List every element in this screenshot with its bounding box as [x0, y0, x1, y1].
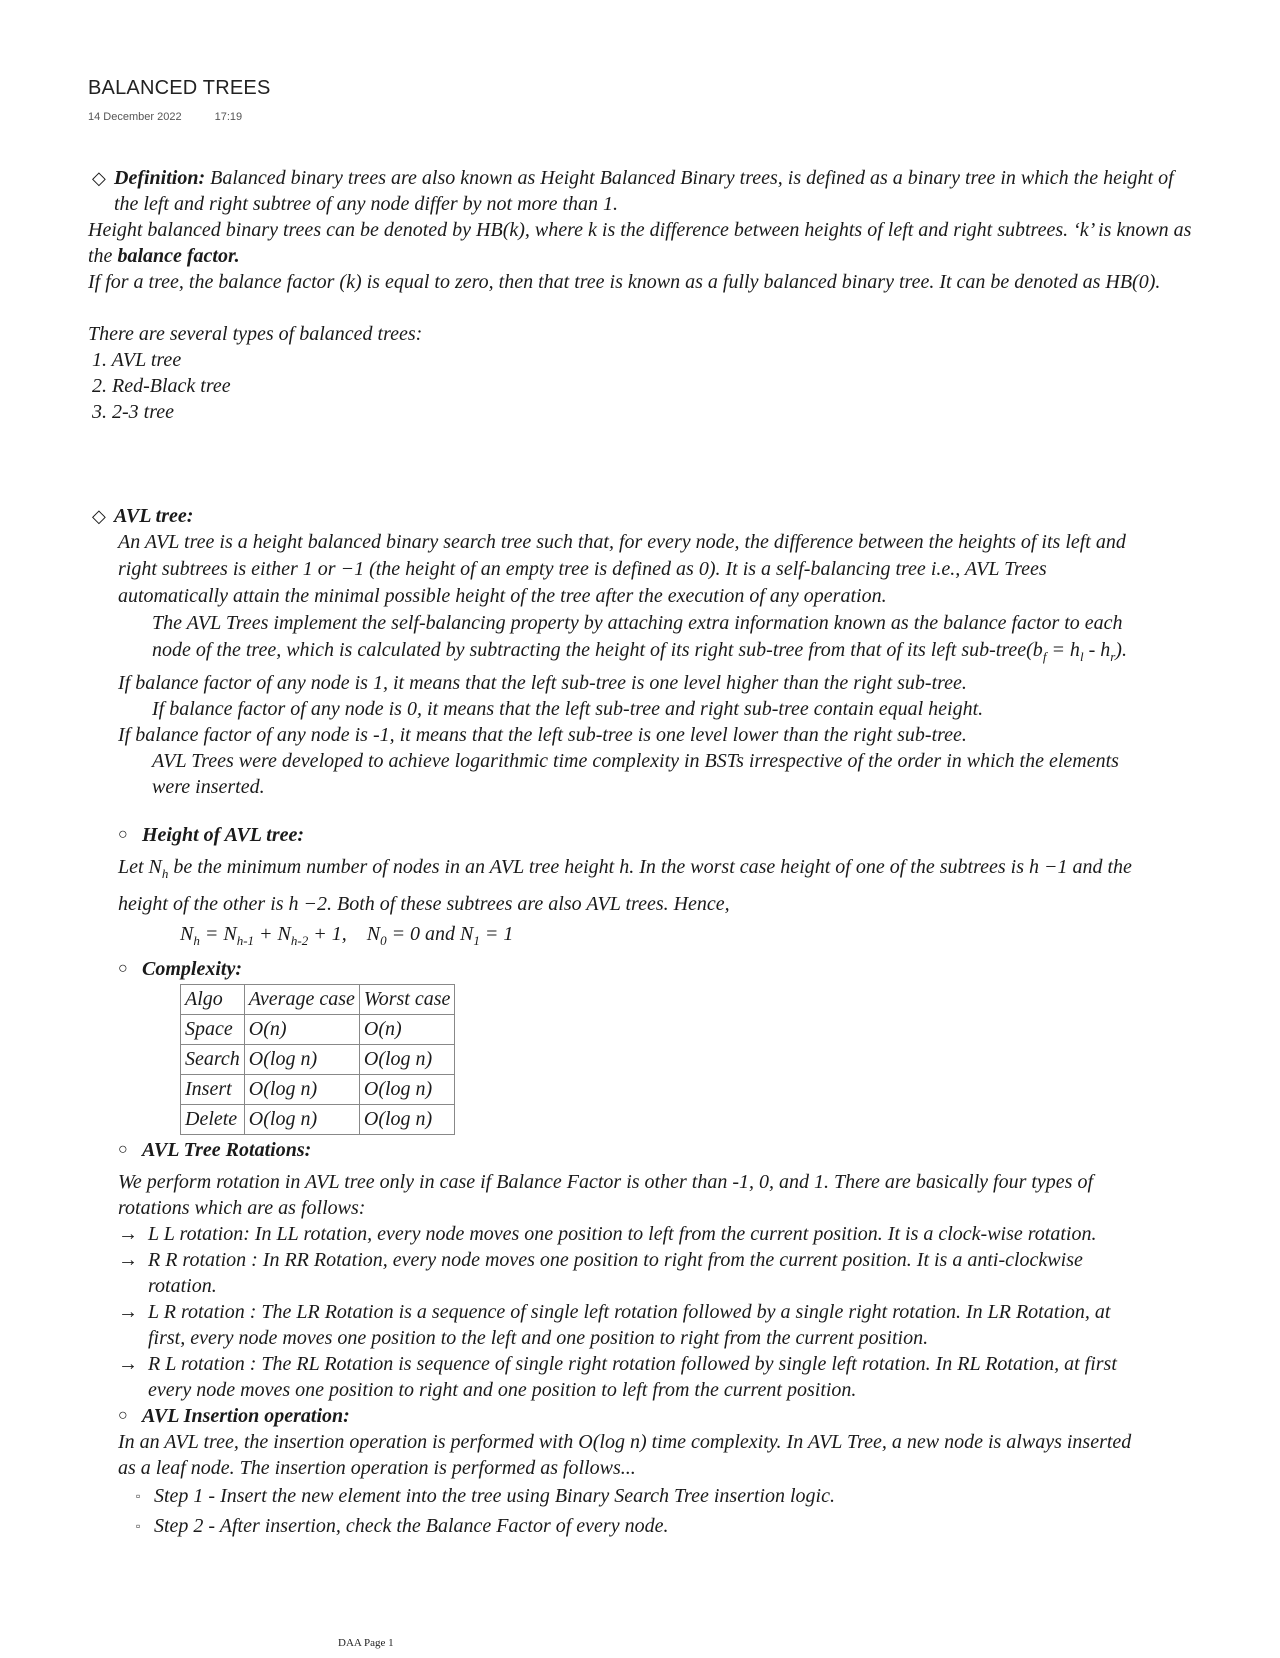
list-item: 3. 2-3 tree [92, 401, 175, 423]
complexity-label: Complexity: [142, 958, 242, 980]
arrow-right-icon: → [118, 1249, 138, 1271]
table-cell: O(log n) [244, 1105, 359, 1135]
circle-bullet-icon: ○ [118, 960, 128, 977]
table-cell: Algo [181, 985, 245, 1015]
types-list [92, 347, 1268, 425]
avl-text: If balance factor of any node is 1, it means that the left sub-tree is one level higher than the right sub-tree. [118, 672, 967, 694]
table-cell: Average case [244, 985, 359, 1015]
avl-text: AVL Trees were developed to achieve logarithmic time complexity in BSTs irrespective of the order in which the elements [152, 750, 1119, 772]
avl-bullet [88, 503, 1268, 529]
height-bullet [118, 822, 1268, 848]
balance-factor-term: balance factor. [117, 245, 240, 267]
page-meta [88, 111, 272, 123]
definition-text-1: Balanced binary trees are also known as Height Balanced Binary trees, is defined as a binary tree in which the height of [210, 167, 1174, 189]
avl-text: An AVL tree is a height balanced binary search tree such that, for every node, the difference between the heights of its left and [118, 531, 1126, 553]
table-cell: O(log n) [359, 1105, 454, 1135]
table-cell: O(log n) [244, 1045, 359, 1075]
rotation-rl: → R L rotation : The RL Rotation is sequence of single right rotation followed by single left rotation. In RL Rotation, at first every node moves one position to right and one position to left from the current position. [118, 1353, 1117, 1401]
insertion-label: AVL Insertion operation: [142, 1405, 350, 1427]
height-text: height of the other is h −2. Both of these subtrees are also AVL trees. Hence, [118, 893, 730, 915]
arrow-right-icon: → [118, 1223, 138, 1245]
complexity-table [180, 984, 455, 1135]
table-cell: O(n) [244, 1015, 359, 1045]
table-row [181, 1045, 455, 1075]
avl-label: AVL tree: [114, 505, 194, 527]
types-intro: There are several types of balanced trees: [88, 323, 423, 345]
square-bullet-icon: ▫ [136, 1489, 141, 1503]
circle-bullet-icon: ○ [118, 1141, 128, 1158]
fully-balanced-paragraph: If for a tree, the balance factor (k) is equal to zero, then that tree is known as a fully balanced binary tree. It can be denoted as HB(0). [88, 271, 1161, 293]
height-label: Height of AVL tree: [142, 824, 305, 846]
avl-text: If balance factor of any node is -1, it means that the left sub-tree is one level lower than the right sub-tree. [118, 724, 967, 746]
hb-paragraph-1: Height balanced binary trees can be denoted by HB(k), where k is the difference between heights of left and right subtrees. ‘k’ is known as [88, 219, 1192, 241]
square-bullet-icon: ▫ [136, 1519, 141, 1533]
balance-factor-formula-line: node of the tree, which is calculated by subtracting the height of its right sub-tree from that of its left sub-$tree(b_f = h_l - h_r)$. [152, 639, 1127, 664]
page-title: BALANCED TREES [88, 77, 271, 99]
page-footer: DAA Page 1 [338, 1637, 394, 1649]
table-row [181, 985, 455, 1015]
avl-text: were inserted. [152, 776, 265, 798]
rotations-text: We perform rotation in AVL tree only in case if Balance Factor is other than -1, 0, and 1. There are basically four types of [118, 1171, 1094, 1193]
complexity-bullet [118, 956, 1268, 982]
height-text: Let $N_h$ be the minimum number of nodes in an AVL tree height h. In the worst case height of one of the subtrees is h −1 and the [118, 856, 1132, 881]
definition-text-2: the left and right subtree of any node differ by not more than 1. [114, 193, 619, 215]
rotations-bullet [118, 1137, 1268, 1163]
avl-text: The AVL Trees implement the self-balancing property by attaching extra information known as the balance factor to each [152, 612, 1123, 634]
diamond-bullet-icon: ◇ [92, 506, 106, 526]
table-cell: Worst case [359, 985, 454, 1015]
insertion-text: as a leaf node. The insertion operation is performed as follows... [118, 1457, 636, 1479]
arrow-right-icon: → [118, 1353, 138, 1375]
arrow-right-icon: → [118, 1301, 138, 1323]
table-cell: O(log n) [359, 1075, 454, 1105]
diamond-bullet-icon: ◇ [92, 168, 106, 188]
table-cell: Search [181, 1045, 245, 1075]
avl-text: right subtrees is either 1 or −1 (the height of an empty tree is defined as 0). It is a self-balancing tree i.e., AVL Trees [118, 558, 1047, 580]
insertion-bullet [118, 1403, 1268, 1429]
table-cell: O(n) [359, 1015, 454, 1045]
table-cell: O(log n) [359, 1045, 454, 1075]
page-date: 14 December 2022 [88, 111, 182, 123]
circle-bullet-icon: ○ [118, 826, 128, 843]
circle-bullet-icon: ○ [118, 1407, 128, 1424]
hb-paragraph-2: the [88, 245, 113, 267]
table-cell: Space [181, 1015, 245, 1045]
table-row [181, 1075, 455, 1105]
list-item: 1. AVL tree [92, 349, 182, 371]
rotation-rr: → R R rotation : In RR Rotation, every node moves one position to right from the current position. It is a anti-clockwise rotation. [118, 1249, 1083, 1297]
definition-label: Definition: [114, 167, 206, 189]
table-row [181, 1015, 455, 1045]
rotation-lr: → L R rotation : The LR Rotation is a sequence of single left rotation followed by a single right rotation. In LR Rotation, at first, every node moves one position to the left and one position to right from the current position. [118, 1301, 1111, 1349]
table-cell: Delete [181, 1105, 245, 1135]
insertion-text: In an AVL tree, the insertion operation is performed with O(log n) time complexity. In AVL Tree, a new node is always inserted [118, 1431, 1132, 1453]
rotations-label: AVL Tree Rotations: [142, 1139, 312, 1161]
list-item: 2. Red-Black tree [92, 375, 231, 397]
table-cell: O(log n) [244, 1075, 359, 1105]
height-formula: $N_h = N_{h-1} + N_{h-2} + 1$, $N_0 = 0$ and $N_1 = 1$ [180, 923, 514, 948]
note-body [88, 165, 1268, 1541]
insertion-step: ▫ Step 2 - After insertion, check the Balance Factor of every node. [136, 1511, 1268, 1541]
rotations-text: rotations which are as follows: [118, 1197, 366, 1219]
insertion-step: ▫ Step 1 - Insert the new element into the tree using Binary Search Tree insertion logic. [136, 1481, 1268, 1511]
definition-bullet [88, 165, 1268, 217]
table-row [181, 1105, 455, 1135]
avl-text: automatically attain the minimal possible height of the tree after the execution of any operation. [118, 585, 887, 607]
page-time: 17:19 [214, 111, 243, 123]
table-cell: Insert [181, 1075, 245, 1105]
rotation-ll: → L L rotation: In LL rotation, every node moves one position to left from the current position. It is a clock-wise rotation. [118, 1223, 1097, 1245]
avl-text: If balance factor of any node is 0, it means that the left sub-tree and right sub-tree contain equal height. [152, 698, 984, 720]
